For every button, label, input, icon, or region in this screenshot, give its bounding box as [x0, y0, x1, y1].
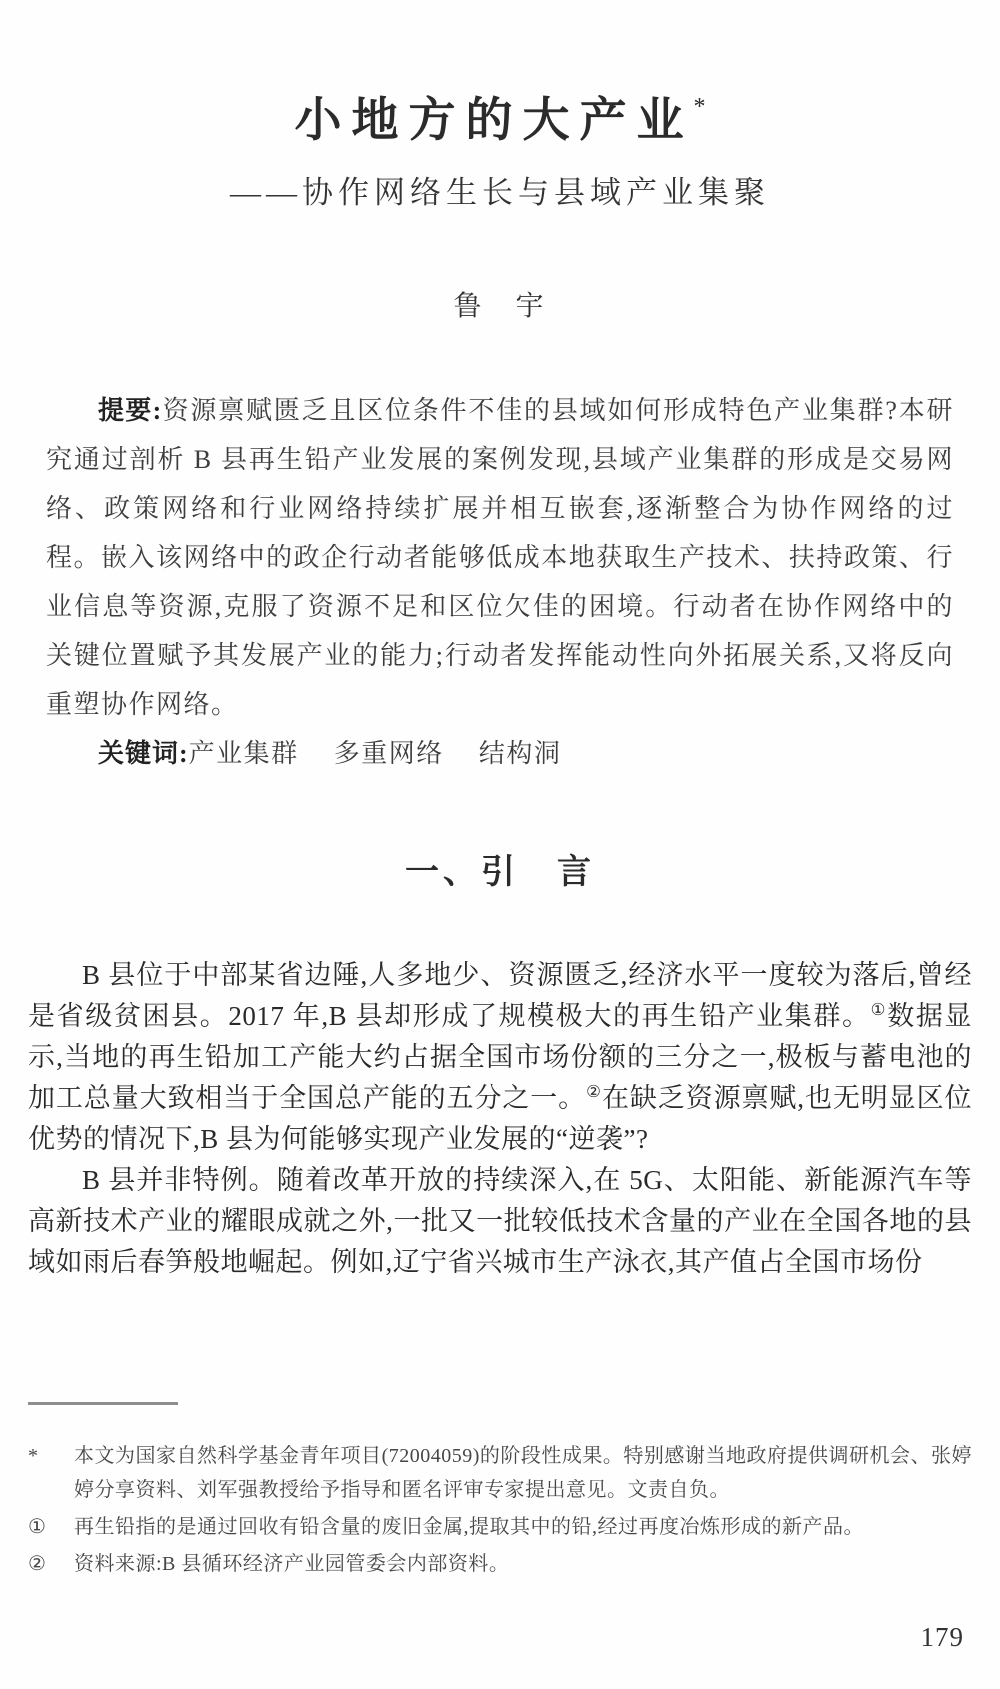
page-number: 179	[920, 1622, 964, 1652]
body-paragraph-1	[28, 955, 972, 1160]
footnote-marker: *	[28, 1445, 39, 1467]
keyword-item: 产业集群	[188, 738, 299, 768]
footnote-item	[28, 1510, 972, 1544]
footnote-item	[28, 1547, 972, 1581]
footnote-marker: ②	[28, 1553, 47, 1575]
abstract-block	[28, 386, 972, 778]
keyword-item: 多重网络	[333, 738, 444, 768]
abstract-text: 资源禀赋匮乏且区位条件不佳的县域如何形成特色产业集群?本研究通过剖析 B 县再生铅产业发展的案例发现,县域产业集群的形成是交易网络、政策网络和行业网络持续扩展并相互嵌套,逐渐整合为协作网络的过程。嵌入该网络中的政企行动者能够低成本地获取生产技术、扶持政策、行业信息等资源,克服了资源不足和区位欠佳的困境。行动者在协作网络中的关键位置赋予其发展产业的能力;行动者发挥能动性向外拓展关系,又将反向重塑协作网络。	[46, 395, 954, 719]
author-name: 鲁 宇	[453, 290, 547, 322]
abstract-label: 提要:	[98, 395, 163, 425]
footnote-text: 再生铅指的是通过回收有铅含量的废旧金属,提取其中的铅,经过再度冶炼形成的新产品。	[74, 1516, 864, 1538]
body-paragraph-2: B 县并非特例。随着改革开放的持续深入,在 5G、太阳能、新能源汽车等高新技术产业的耀眼成就之外,一批又一批较低技术含量的产业在全国各地的县域如雨后春笋般地崛起。例如,辽宁省兴城市生产泳衣,其产值占全国市场份	[28, 1164, 972, 1277]
footnote-marker: ①	[28, 1516, 47, 1538]
footnote-ref-1: ①	[870, 999, 888, 1019]
footnote-ref-2: ②	[586, 1081, 602, 1101]
abstract-paragraph	[46, 386, 954, 729]
footnotes-block	[28, 1402, 972, 1584]
footnote-item	[28, 1439, 972, 1507]
paper-title	[28, 0, 972, 151]
keywords-label: 关键词:	[98, 738, 189, 768]
paragraph-text: B 县位于中部某省边陲,人多地少、资源匮乏,经济水平一度较为落后,曾经是省级贫困县。2017 年,B 县却形成了规模极大的再生铅产业集群。	[28, 959, 972, 1031]
paper-title-text: 小地方的大产业	[294, 95, 694, 147]
keywords-line	[46, 729, 954, 778]
footnote-divider	[28, 1402, 178, 1405]
paper-subtitle: ——协作网络生长与县域产业集聚	[230, 174, 770, 210]
title-footnote-marker: *	[693, 94, 706, 120]
keyword-item: 结构洞	[478, 738, 562, 768]
footnote-text: 本文为国家自然科学基金青年项目(72004059)的阶段性成果。特别感谢当地政府提供调研机会、张婷婷分享资料、刘军强教授给予指导和匿名评审专家提出意见。文责自负。	[74, 1445, 972, 1501]
section-heading-introduction: 一、引 言	[405, 853, 595, 891]
paragraph-text: 数据显示,当地的再生铅加工产能大约占据全国市场份额的三分之一,极板与蓄电池的加工总量大致相当于全国总产能的五分之一。	[28, 1000, 972, 1113]
paragraph-text: 在缺乏资源禀赋,也无明显区位优势的情况下,B 县为何能够实现产业发展的“逆袭”?	[28, 1082, 972, 1154]
footnote-text: 资料来源:B 县循环经济产业园管委会内部资料。	[74, 1553, 510, 1575]
